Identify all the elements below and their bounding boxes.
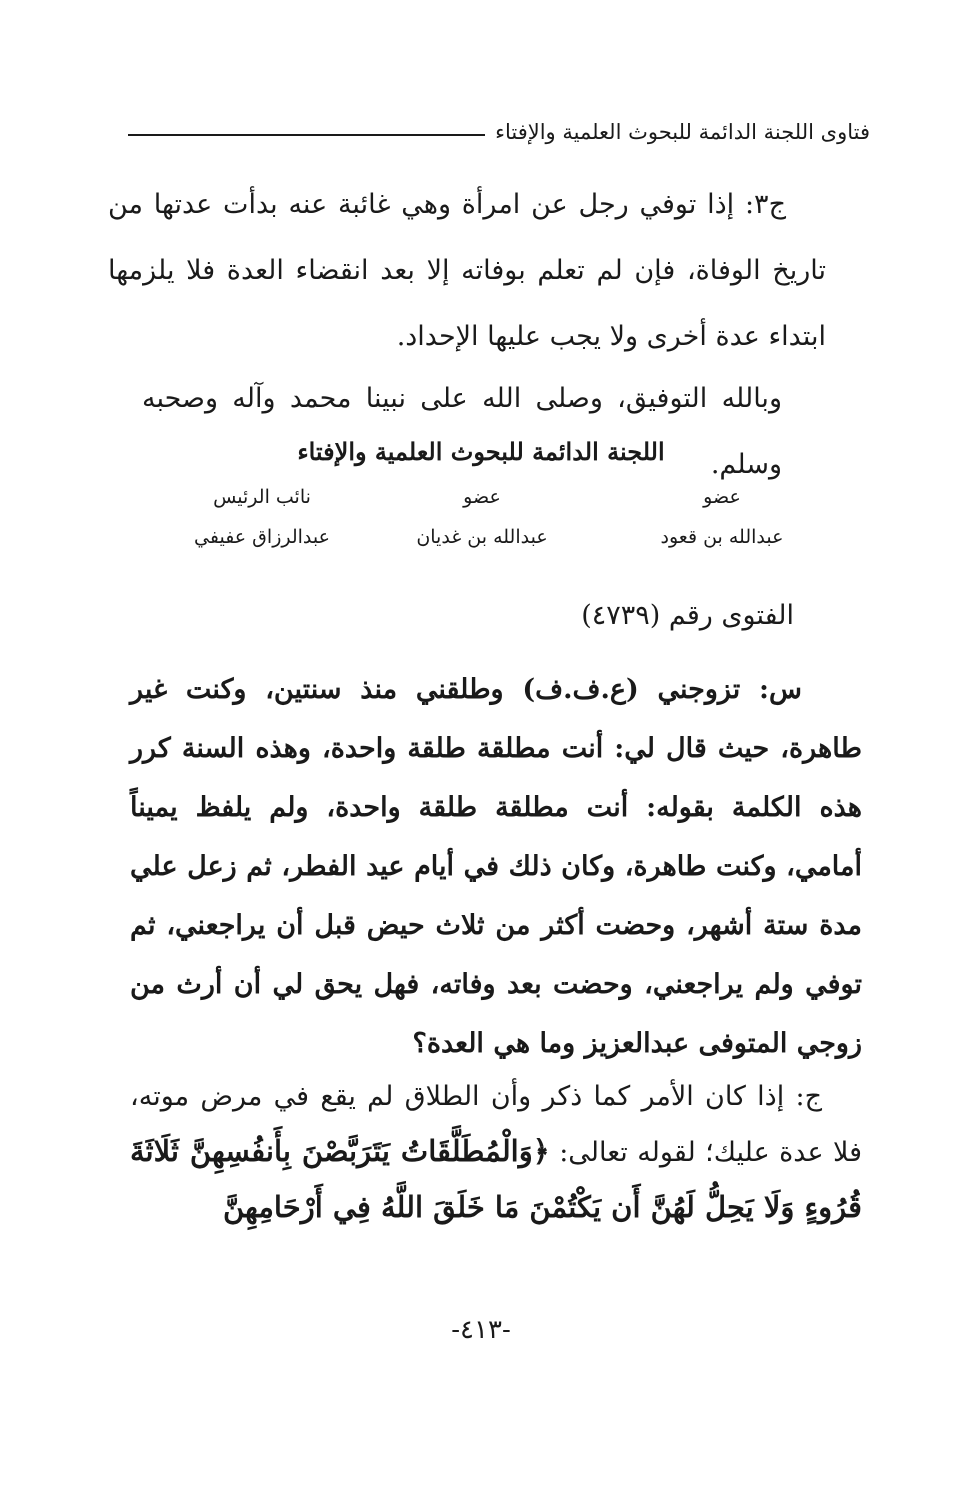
signatory-role: عضو bbox=[703, 486, 741, 508]
signatory-name: عبدالرزاق عفيفي bbox=[194, 526, 330, 548]
page-number: -٤١٣- bbox=[451, 1315, 511, 1345]
signatory-role: عضو bbox=[463, 486, 501, 508]
quran-verse: ﴿وَالْمُطَلَّقَاتُ يَتَرَبَّصْنَ بِأَنفُسِهِنَّ ثَلَاثَةَ قُرُوءٍ وَلَا يَحِلُّ لَهُنَّ أَن يَكْتُمْنَ مَا خَلَقَ اللَّهُ فِي أَرْحَامِهِنَّ bbox=[130, 1134, 862, 1224]
signatory-2 bbox=[382, 482, 582, 552]
signatory-name: عبدالله بن غديان bbox=[416, 526, 548, 548]
answer-1-text: ج٣: إذا توفي رجل عن امرأة وهي غائبة عنه بدأت عدتها من تاريخ الوفاة، فإن لم تعلم بوفاته إلا بعد انقضاء العدة فلا يلزمها ابتداء عدة أخرى ولا يجب عليها الإحداد. bbox=[108, 189, 826, 352]
answer-2-text: ج: إذا كان الأمر كما ذكر وأن الطلاق لم يقع في مرض موته، فلا عدة عليك؛ لقوله تعالى: bbox=[130, 1081, 862, 1168]
question-text: س: تزوجني (ع.ف.ف) وطلقني منذ سنتين، وكنت غير طاهرة، حيث قال لي: أنت مطلقة طلقة واحدة، وهذه السنة كرر هذه الكلمة بقوله: أنت مطلقة طلقة واحدة، ولم يلفظ يميناً أمامي، وكنت طاهرة، وكان ذلك في أيام عيد الفطر، ثم زعل علي مدة ستة أشهر، وحضت أكثر من ثلاث حيض قبل أن يراجعني، ثم توفي ولم يراجعني، وحضت بعد وفاته، فهل يحق لي أن أرث من زوجي المتوفى عبدالعزيز وما هي العدة؟ bbox=[130, 674, 862, 1059]
header-rule bbox=[128, 134, 485, 136]
committee-title: اللجنة الدائمة للبحوث العلمية والإفتاء bbox=[297, 437, 665, 466]
signatory-1 bbox=[642, 482, 802, 552]
answer-2-paragraph bbox=[130, 1070, 862, 1236]
closing-text: وبالله التوفيق، وصلى الله على نبينا محمد وآله وصحبه وسلم. bbox=[142, 383, 782, 480]
signatory-role: نائب الرئيس bbox=[213, 486, 311, 508]
signatory-3 bbox=[162, 482, 362, 552]
answer-paragraph-2 bbox=[130, 1070, 862, 1236]
running-header bbox=[128, 112, 870, 152]
signatory-name: عبدالله بن قعود bbox=[660, 526, 784, 548]
answer-paragraph-1 bbox=[108, 172, 826, 370]
question-paragraph bbox=[130, 660, 862, 1073]
running-header-title: فتاوى اللجنة الدائمة للبحوث العلمية والإفتاء bbox=[495, 120, 870, 144]
fatwa-number: الفتوى رقم (٤٧٣٩) bbox=[581, 600, 794, 631]
